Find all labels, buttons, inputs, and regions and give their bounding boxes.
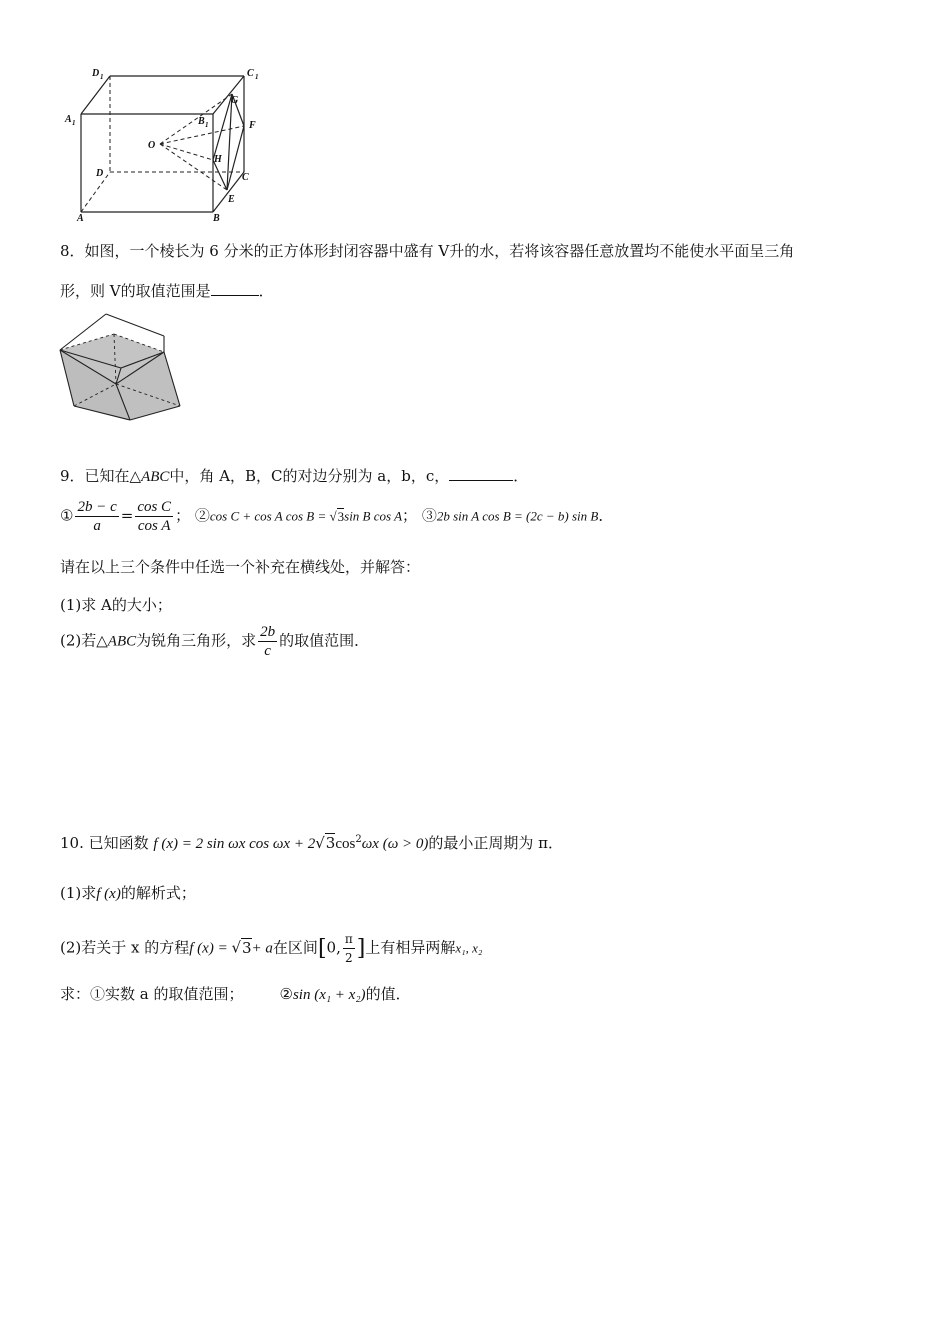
label-g: G [231, 95, 239, 106]
label-h: H [214, 154, 222, 165]
q10-func-c: ωx (ω > 0) [361, 836, 429, 852]
frac-den: c [264, 643, 271, 659]
q8-line2-end: ． [258, 282, 274, 300]
q10-part2 [60, 930, 482, 967]
condition-2-mark: ② [194, 506, 210, 525]
label-a1-sub: 1 [72, 119, 76, 127]
label-b1: B [198, 116, 205, 127]
q9-part2-pre: (2)若 [60, 631, 97, 650]
q9-part2-mid: 为锐角三角形，求 [136, 631, 257, 650]
condition-2-sep: ； [402, 506, 418, 525]
q9-stem-mid: 中，角 A，B，C的对边分别为 a，b，c， [169, 467, 450, 485]
label-f: F [249, 120, 256, 131]
condition-3-end: ． [598, 506, 614, 525]
q8-stem-line2 [60, 280, 274, 301]
q9-conditions [60, 498, 613, 535]
label-e: E [228, 194, 235, 205]
q10-part2-f: f (x) = [189, 940, 232, 957]
condition-2-sqrt: 3 [337, 508, 345, 524]
q9-part2-post: 的取值范围． [279, 631, 370, 650]
label-c: C [242, 172, 249, 183]
q10-sqrt: 3 [325, 834, 336, 852]
label-c1-sub: 1 [255, 73, 259, 81]
water-cube-figure [56, 310, 186, 424]
cube-figure [60, 62, 280, 227]
frac-num: π [343, 930, 355, 949]
frac-num: 2b − c [77, 499, 117, 515]
frac-num: cos C [137, 499, 172, 515]
q8-line2-text: 形，则 V的取值范围是 [60, 282, 211, 300]
frac-den: 2 [344, 951, 353, 965]
q10-interval-left: 0, [326, 938, 341, 957]
condition-1-lhs-fraction [75, 498, 118, 535]
q10-part2-mid: 在区间 [272, 938, 318, 957]
frac-num: 2b [260, 624, 276, 640]
q10-part1 [60, 882, 196, 903]
q9-stem-pre: 9．已知在 [60, 467, 130, 485]
label-c1: C [247, 68, 254, 79]
q8-answer-blank [211, 281, 259, 296]
label-b: B [213, 213, 220, 224]
condition-1-mark: ① [60, 506, 74, 525]
q10-part2-pre: (2)若关于 x 的方程 [60, 938, 190, 957]
q10-part2-sqrt-sign: √ [231, 938, 241, 957]
q10-part2-plus: + a [251, 940, 273, 957]
q10-stem-pre: 10. 已知函数 [60, 834, 149, 852]
q9-part2-triangle: △ABC [96, 633, 137, 650]
q10-stem [60, 832, 563, 853]
interval-close-bracket: ] [356, 936, 366, 961]
interval-open-bracket: [ [317, 936, 327, 961]
label-o: O [148, 140, 156, 151]
q10-part1-f: f (x) [96, 886, 121, 902]
label-d1: D [92, 68, 100, 79]
q10-part2-solutions: x₁, x₂ [455, 940, 483, 956]
label-d: D [96, 168, 104, 179]
condition-1-equals: = [120, 506, 134, 525]
q9-answer-blank [449, 466, 513, 481]
condition-2-expr-a: cos C + cos A cos B = [209, 508, 330, 524]
q10-interval-fraction [343, 930, 355, 967]
label-d1-sub: 1 [100, 73, 104, 81]
condition-3-mark: ③ [421, 506, 437, 525]
condition-1-rhs-fraction [135, 498, 173, 535]
frac-den: a [93, 518, 101, 534]
q10-sqrt-sign: √ [315, 834, 325, 852]
q10-part2-post: 上有相异两解 [365, 938, 456, 957]
frac-den: cos A [137, 518, 171, 534]
q10-ask [60, 983, 411, 1004]
q9-stem-end: ． [513, 467, 529, 485]
q10-stem-post: 的最小正周期为 π． [428, 834, 564, 852]
q9-part2-fraction [258, 623, 277, 660]
q10-sup: 2 [355, 834, 362, 845]
label-a1: A [65, 114, 72, 125]
condition-3-expr: 2b sin A cos B = (2c − b) sin B [436, 508, 599, 524]
q9-stem [60, 465, 528, 486]
condition-2-expr-b: sin B cos A [344, 508, 403, 524]
q9-instruction: 请在以上三个条件中任选一个补充在横线处，并解答： [60, 558, 421, 576]
q9-part1: (1)求 A的大小； [60, 596, 172, 614]
q10-ask-pre: 求：①实数 a 的取值范围； [60, 985, 244, 1003]
label-b1-sub: 1 [205, 121, 209, 129]
q10-cos: cos [335, 836, 356, 852]
q9-triangle: △ABC [129, 469, 170, 485]
q10-ask-mark: ② [279, 985, 293, 1003]
q10-ask-expr: sin (x₁ + x₂) [292, 987, 366, 1003]
q10-part1-post: 的解析式； [120, 884, 196, 902]
q10-ask-post: 的值． [365, 985, 411, 1003]
q10-func: f (x) = 2 sin ωx cos ωx + 2 [153, 836, 316, 852]
q8-stem-line1: 8．如图，一个棱长为 6 分米的正方体形封闭容器中盛有 V升的水，若将该容器任意放置均不能使水平面呈三角 [60, 242, 795, 260]
q9-part2 [60, 623, 369, 660]
q10-part2-sqrt: 3 [242, 938, 252, 957]
condition-1-sep: ； [175, 506, 191, 525]
label-a: A [77, 213, 84, 224]
q10-part1-pre: (1)求 [60, 884, 97, 902]
condition-2-sqrt-sign: √ [329, 508, 337, 524]
